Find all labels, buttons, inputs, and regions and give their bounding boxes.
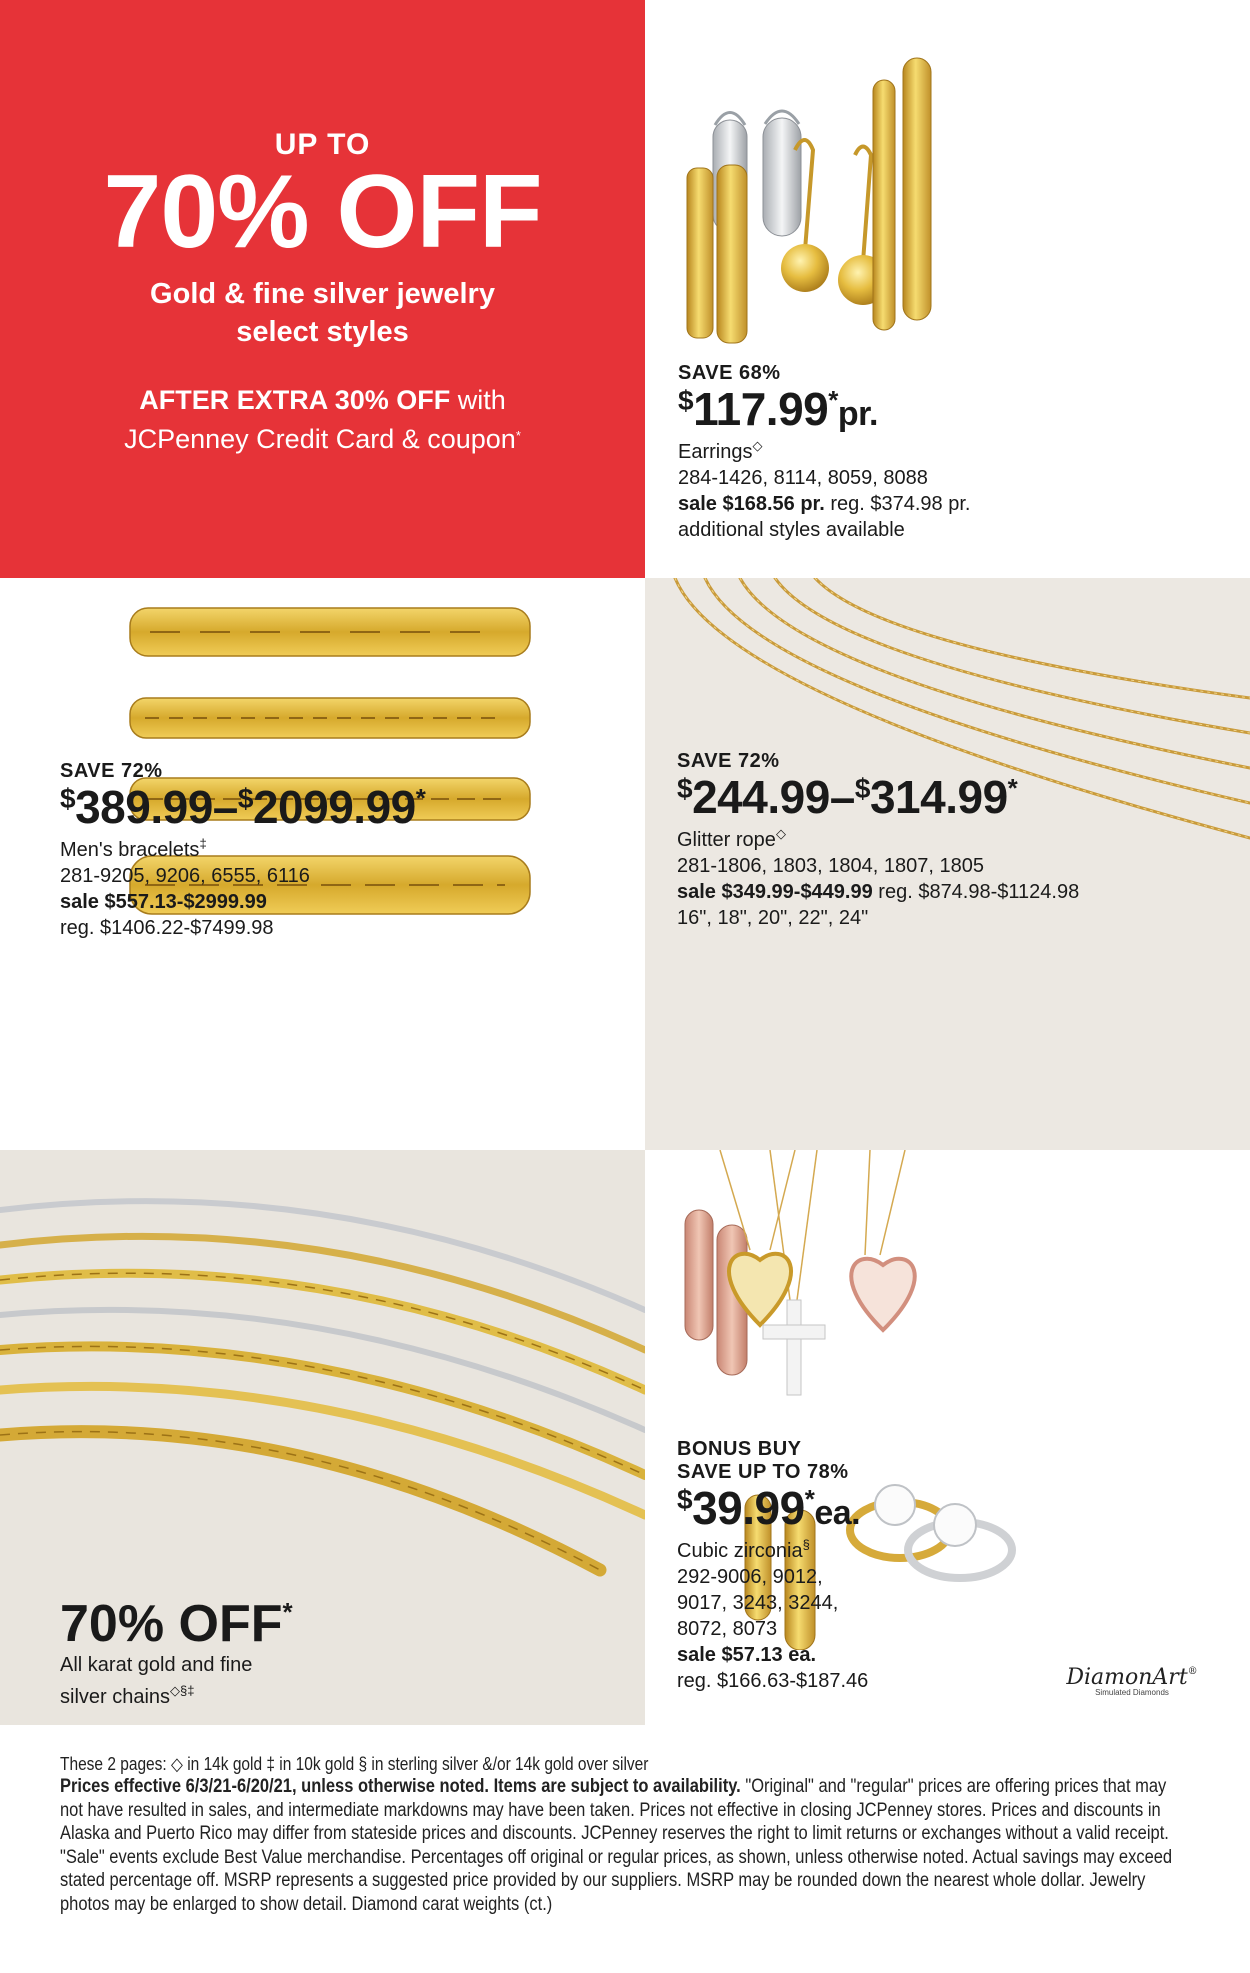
legal-bold-lead: Prices effective 6/3/21-6/20/21, unless otherwise noted. Items are subject to availability. [60, 1776, 741, 1797]
rope-pricing [677, 879, 1079, 905]
rope-name [677, 821, 1079, 853]
material-mark: ◇§‡ [170, 1682, 195, 1698]
reg-price: reg. $374.98 pr. [830, 493, 971, 516]
material-legend: These 2 pages: ◇ in 14k gold ‡ in 10k gold § in sterling silver &/or 14k gold over silver [60, 1754, 649, 1774]
logo-registered-mark: ® [1187, 1666, 1198, 1677]
cz-name [677, 1532, 868, 1564]
legal-footer [0, 1725, 1250, 1973]
bracelets-sale [60, 889, 425, 915]
hero-extra-bold: AFTER EXTRA 30% OFF [139, 385, 451, 415]
hero-up-to: UP TO [274, 128, 371, 161]
chains-line1: All karat gold and fine [60, 1653, 253, 1676]
cz-codes-3: 8072, 8073 [677, 1618, 778, 1641]
price-dollar-sign: $ [854, 773, 870, 804]
price-asterisk: * [1007, 773, 1018, 803]
hero-extra-with: with [450, 385, 506, 415]
cz-sale [677, 1642, 868, 1668]
earrings-image [645, 0, 1250, 365]
price-unit: ea. [814, 1494, 861, 1532]
hero-sub-line1: Gold & fine silver jewelry [150, 278, 495, 310]
cz-price [677, 1484, 868, 1532]
price-high: 314.99 [869, 771, 1008, 823]
bracelets-price [60, 783, 425, 831]
hero-headline: 70% OFF [103, 154, 542, 270]
price-dash: – [829, 771, 855, 823]
chains-panel [0, 1150, 645, 1725]
price-high: 2099.99 [252, 781, 416, 833]
rope-codes: 281-1806, 1803, 1804, 1807, 1805 [677, 855, 984, 878]
price-unit: pr. [837, 395, 878, 433]
earrings-note: additional styles available [678, 519, 905, 542]
cz-codes-2: 9017, 3243, 3244, [677, 1592, 839, 1615]
headline-text: 70% OFF [60, 1595, 283, 1653]
diamonart-logo [1052, 1665, 1212, 1697]
cz-save: SAVE UP TO 78% [677, 1461, 849, 1483]
rope-lengths: 16", 18", 20", 22", 24" [677, 907, 869, 930]
price-value: 39.99 [692, 1482, 805, 1534]
price-asterisk: * [828, 385, 838, 415]
legal-text [60, 1775, 1188, 1916]
material-mark: ‡ [199, 836, 207, 852]
sale-price: sale $349.99-$449.99 [677, 881, 873, 904]
product-name: Cubic zirconia [677, 1540, 803, 1563]
sale-price: sale $557.13-$2999.99 [60, 891, 267, 914]
price-asterisk: * [415, 783, 426, 813]
rope-save: SAVE 72% [677, 750, 780, 772]
material-mark: ◇ [775, 826, 786, 842]
hero-sub-line2: select styles [236, 316, 409, 348]
price-asterisk: * [804, 1484, 815, 1514]
rope-price [677, 773, 1079, 821]
reg-price: reg. $874.98-$1124.98 [878, 881, 1080, 904]
product-name: silver chains [60, 1685, 171, 1708]
earrings-codes: 284-1426, 8114, 8059, 8088 [678, 467, 928, 490]
price-dollar-sign: $ [60, 783, 76, 814]
material-mark: § [802, 1537, 810, 1553]
chains-headline [60, 1597, 293, 1652]
earrings-save: SAVE 68% [678, 362, 781, 384]
product-name: Earrings [678, 441, 753, 464]
earrings-price [678, 385, 970, 433]
chains-line2 [60, 1678, 293, 1710]
logo-tagline: Simulated Diamonds [1095, 1688, 1169, 1697]
rope-offer [677, 750, 1079, 931]
price-low: 244.99 [692, 771, 830, 823]
earrings-pricing [678, 491, 970, 517]
hero-subtitle [0, 275, 645, 351]
rope-panel [645, 578, 1250, 1150]
earrings-offer [678, 362, 970, 543]
headline-asterisk: * [282, 1597, 293, 1627]
bracelets-save: SAVE 72% [60, 760, 163, 782]
price-dollar-sign: $ [237, 783, 253, 814]
cz-panel [645, 1150, 1250, 1725]
price-dollar-sign: $ [677, 773, 693, 804]
earrings-panel [645, 0, 1250, 578]
bracelets-offer [60, 760, 425, 941]
logo-wordmark: DiamonArt [1066, 1665, 1188, 1690]
bracelets-panel [0, 578, 645, 1150]
cz-bonus: BONUS BUY [677, 1438, 802, 1460]
hero-panel [0, 0, 645, 578]
cz-codes-1: 292-9006, 9012, [677, 1566, 823, 1589]
legal-body: "Original" and "regular" prices are offering prices that may not have resulted in sales, and intermediate markdowns may have been taken. Prices not effective in closing JCPenney stores. Prices and discounts in Alaska and Puerto Rico may differ from stateside prices and discounts. JCPenney reserves the right to limit returns or exchanges without a valid receipt. "Sale" events exclude Best Value merchandise. Percentages off original or regular prices, as shown, unless otherwise noted. Actual savings may exceed stated percentage off. MSRP represents a suggested price provided by our suppliers. MSRP may be rounded down the nearest whole dollar. Jewelry photos may be enlarged to show detail. Diamond carat weights (ct.) [60, 1776, 1173, 1915]
bracelets-codes: 281-9205, 9206, 6555, 6116 [60, 865, 310, 888]
product-name: Glitter rope [677, 829, 776, 852]
chains-image [0, 1150, 645, 1610]
price-dash: – [212, 781, 238, 833]
price-value: 117.99 [693, 383, 829, 435]
price-low: 389.99 [75, 781, 213, 833]
hero-extra-offer [0, 382, 645, 457]
product-name: Men's bracelets [60, 839, 200, 862]
bracelets-reg: reg. $1406.22-$7499.98 [60, 917, 274, 940]
price-dollar-sign: $ [678, 385, 694, 416]
cz-offer [677, 1438, 868, 1694]
price-dollar-sign: $ [677, 1484, 693, 1515]
hero-extra-line2: JCPenney Credit Card & coupon [124, 424, 516, 454]
sale-price: sale $168.56 pr. [678, 493, 825, 516]
chains-offer [60, 1597, 293, 1710]
cz-reg: reg. $166.63-$187.46 [677, 1670, 869, 1693]
material-mark: ◇ [752, 438, 763, 454]
bracelets-name [60, 831, 425, 863]
hero-extra-mark: * [515, 428, 521, 443]
earrings-name [678, 433, 970, 465]
sale-price: sale $57.13 ea. [677, 1644, 817, 1667]
